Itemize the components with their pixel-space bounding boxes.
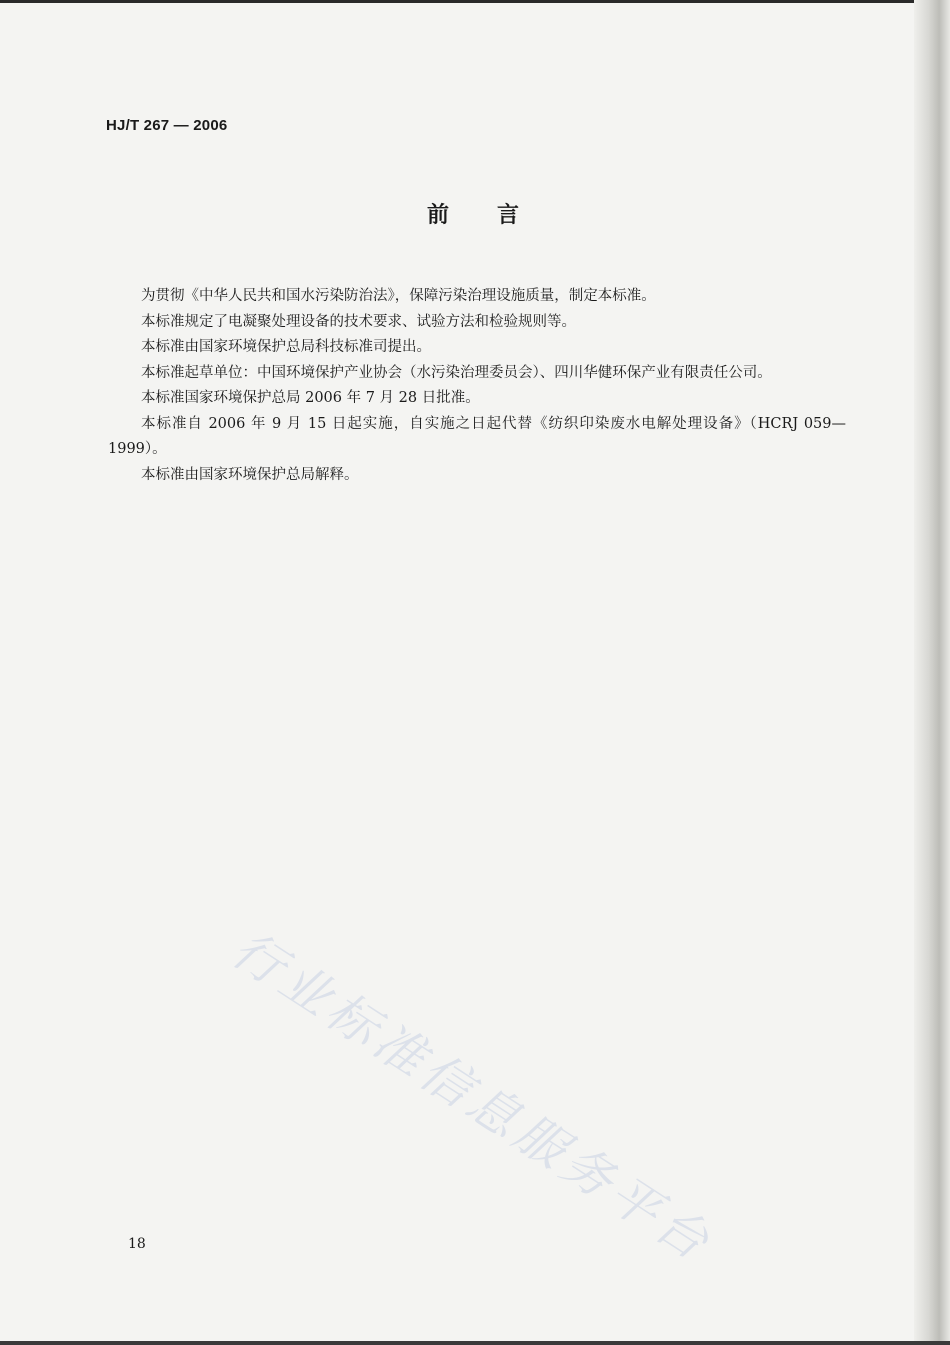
scan-edge-bottom: [0, 1341, 950, 1345]
page-number: 18: [128, 1236, 146, 1252]
page-title: 前言: [426, 203, 567, 228]
scan-edge-top: [0, 0, 950, 3]
paragraph-scope: 本标准规定了电凝聚处理设备的技术要求、试验方法和检验规则等。: [141, 313, 576, 330]
paragraph-interpretation: 本标准由国家环境保护总局解释。: [141, 466, 359, 483]
standard-code: HJ/T 267 — 2006: [106, 117, 228, 134]
watermark: 行业标准信息服务平台: [222, 920, 724, 1274]
paragraph-implementation: 本标准自 2006 年 9 月 15 日起实施，自实施之日起代替《纺织印染废水电解处理设备》（HCRJ 059—1999）。: [108, 415, 846, 457]
paragraph-proposer: 本标准由国家环境保护总局科技标准司提出。: [141, 339, 431, 355]
paragraph-purpose: 为贯彻《中华人民共和国水污染防治法》，保障污染治理设施质量，制定本标准。: [141, 288, 656, 304]
paragraph-approval: 本标准国家环境保护总局 2006 年 7 月 28 日批准。: [141, 390, 480, 406]
paragraph-drafters: 本标准起草单位：中国环境保护产业协会（水污染治理委员会）、四川华健环保产业有限责任公司。: [141, 364, 772, 381]
foreword-body: [108, 284, 846, 488]
